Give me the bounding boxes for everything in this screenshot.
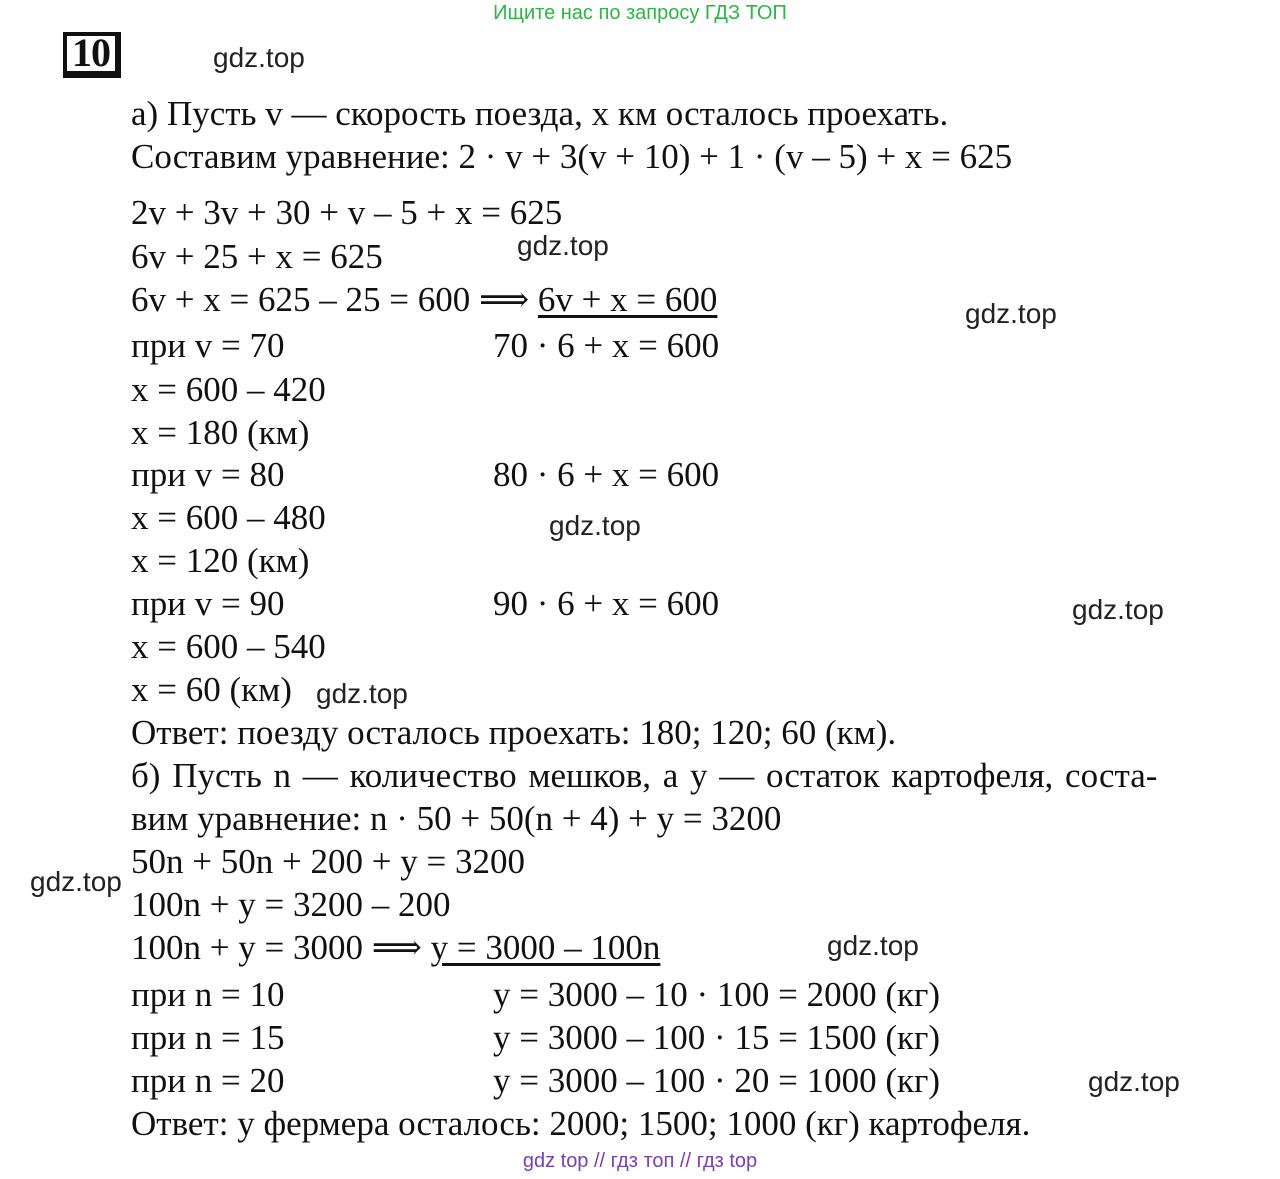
case-row	[131, 584, 720, 624]
part-b-step: 50n + 50n + 200 + y = 3200	[131, 842, 525, 881]
watermark: gdz.top	[316, 678, 408, 709]
part-a-answer: Ответ: поезду осталось проехать: 180; 120; 60 (км).	[131, 713, 897, 752]
case-condition: при v = 80	[131, 455, 285, 494]
watermark: gdz.top	[30, 866, 122, 897]
part-b-step: 100n + y = 3200 – 200	[131, 885, 451, 924]
part-a-step: 2v + 3v + 30 + v – 5 + x = 625	[131, 193, 563, 232]
watermark: gdz.top	[1072, 594, 1164, 625]
top-banner: Ищите нас по запросу ГДЗ ТОП	[493, 2, 787, 24]
watermark: gdz.top	[1088, 1066, 1180, 1097]
footer-banner: gdz top // гдз топ // гдз top	[522, 1150, 758, 1172]
case-row	[131, 326, 720, 366]
case-step: x = 600 – 480	[131, 498, 326, 537]
case-condition: при n = 15	[131, 1018, 285, 1057]
task-number: 10	[63, 32, 121, 78]
case-row	[131, 1061, 941, 1101]
case-condition: при n = 10	[131, 975, 285, 1014]
part-a-step: 6v + 25 + x = 625	[131, 237, 383, 276]
case-condition: при n = 20	[131, 1061, 285, 1100]
case-step: x = 600 – 420	[131, 370, 326, 409]
watermark: gdz.top	[213, 42, 305, 73]
case-condition: при v = 70	[131, 326, 285, 365]
part-b-intro: б) Пусть n — количество мешков, а y — остаток картофеля, соста-	[131, 756, 1158, 795]
part-a-equation: Составим уравнение: 2 · v + 3(v + 10) + 1 · (v – 5) + x = 625	[131, 137, 1013, 176]
case-equation: y = 3000 – 100 · 20 = 1000 (кг)	[493, 1061, 941, 1100]
case-step: x = 600 – 540	[131, 627, 326, 666]
case-equation: 80 · 6 + x = 600	[493, 455, 720, 494]
case-equation: y = 3000 – 100 · 15 = 1500 (кг)	[493, 1018, 941, 1057]
case-equation: y = 3000 – 10 · 100 = 2000 (кг)	[493, 975, 941, 1014]
part-a-intro: а) Пусть v — скорость поезда, x км осталось проехать.	[131, 94, 949, 133]
part-b-result-underlined: y = 3000 – 100n	[430, 928, 661, 967]
watermark: gdz.top	[827, 930, 919, 961]
part-b-step	[131, 928, 660, 968]
part-a-result-underlined: 6v + x = 600	[537, 280, 718, 319]
case-row	[131, 455, 720, 495]
case-result: x = 120 (км)	[131, 541, 310, 580]
part-b-answer: Ответ: у фермера осталось: 2000; 1500; 1000 (кг) картофеля.	[131, 1104, 1031, 1143]
watermark: gdz.top	[965, 298, 1057, 329]
part-a-step	[131, 280, 717, 320]
case-row	[131, 975, 941, 1015]
case-result: x = 60 (км)	[131, 670, 292, 709]
case-result: x = 180 (км)	[131, 413, 310, 452]
case-condition: при v = 90	[131, 584, 285, 623]
watermark: gdz.top	[549, 510, 641, 541]
case-equation: 70 · 6 + x = 600	[493, 326, 720, 365]
case-equation: 90 · 6 + x = 600	[493, 584, 720, 623]
part-a-result-prefix: 6v + x = 625 – 25 = 600 ⟹	[131, 280, 538, 319]
watermark: gdz.top	[517, 230, 609, 261]
case-row	[131, 1018, 941, 1058]
part-b-result-prefix: 100n + y = 3000 ⟹	[131, 928, 431, 967]
part-b-equation: вим уравнение: n · 50 + 50(n + 4) + y = 3200	[131, 799, 782, 838]
